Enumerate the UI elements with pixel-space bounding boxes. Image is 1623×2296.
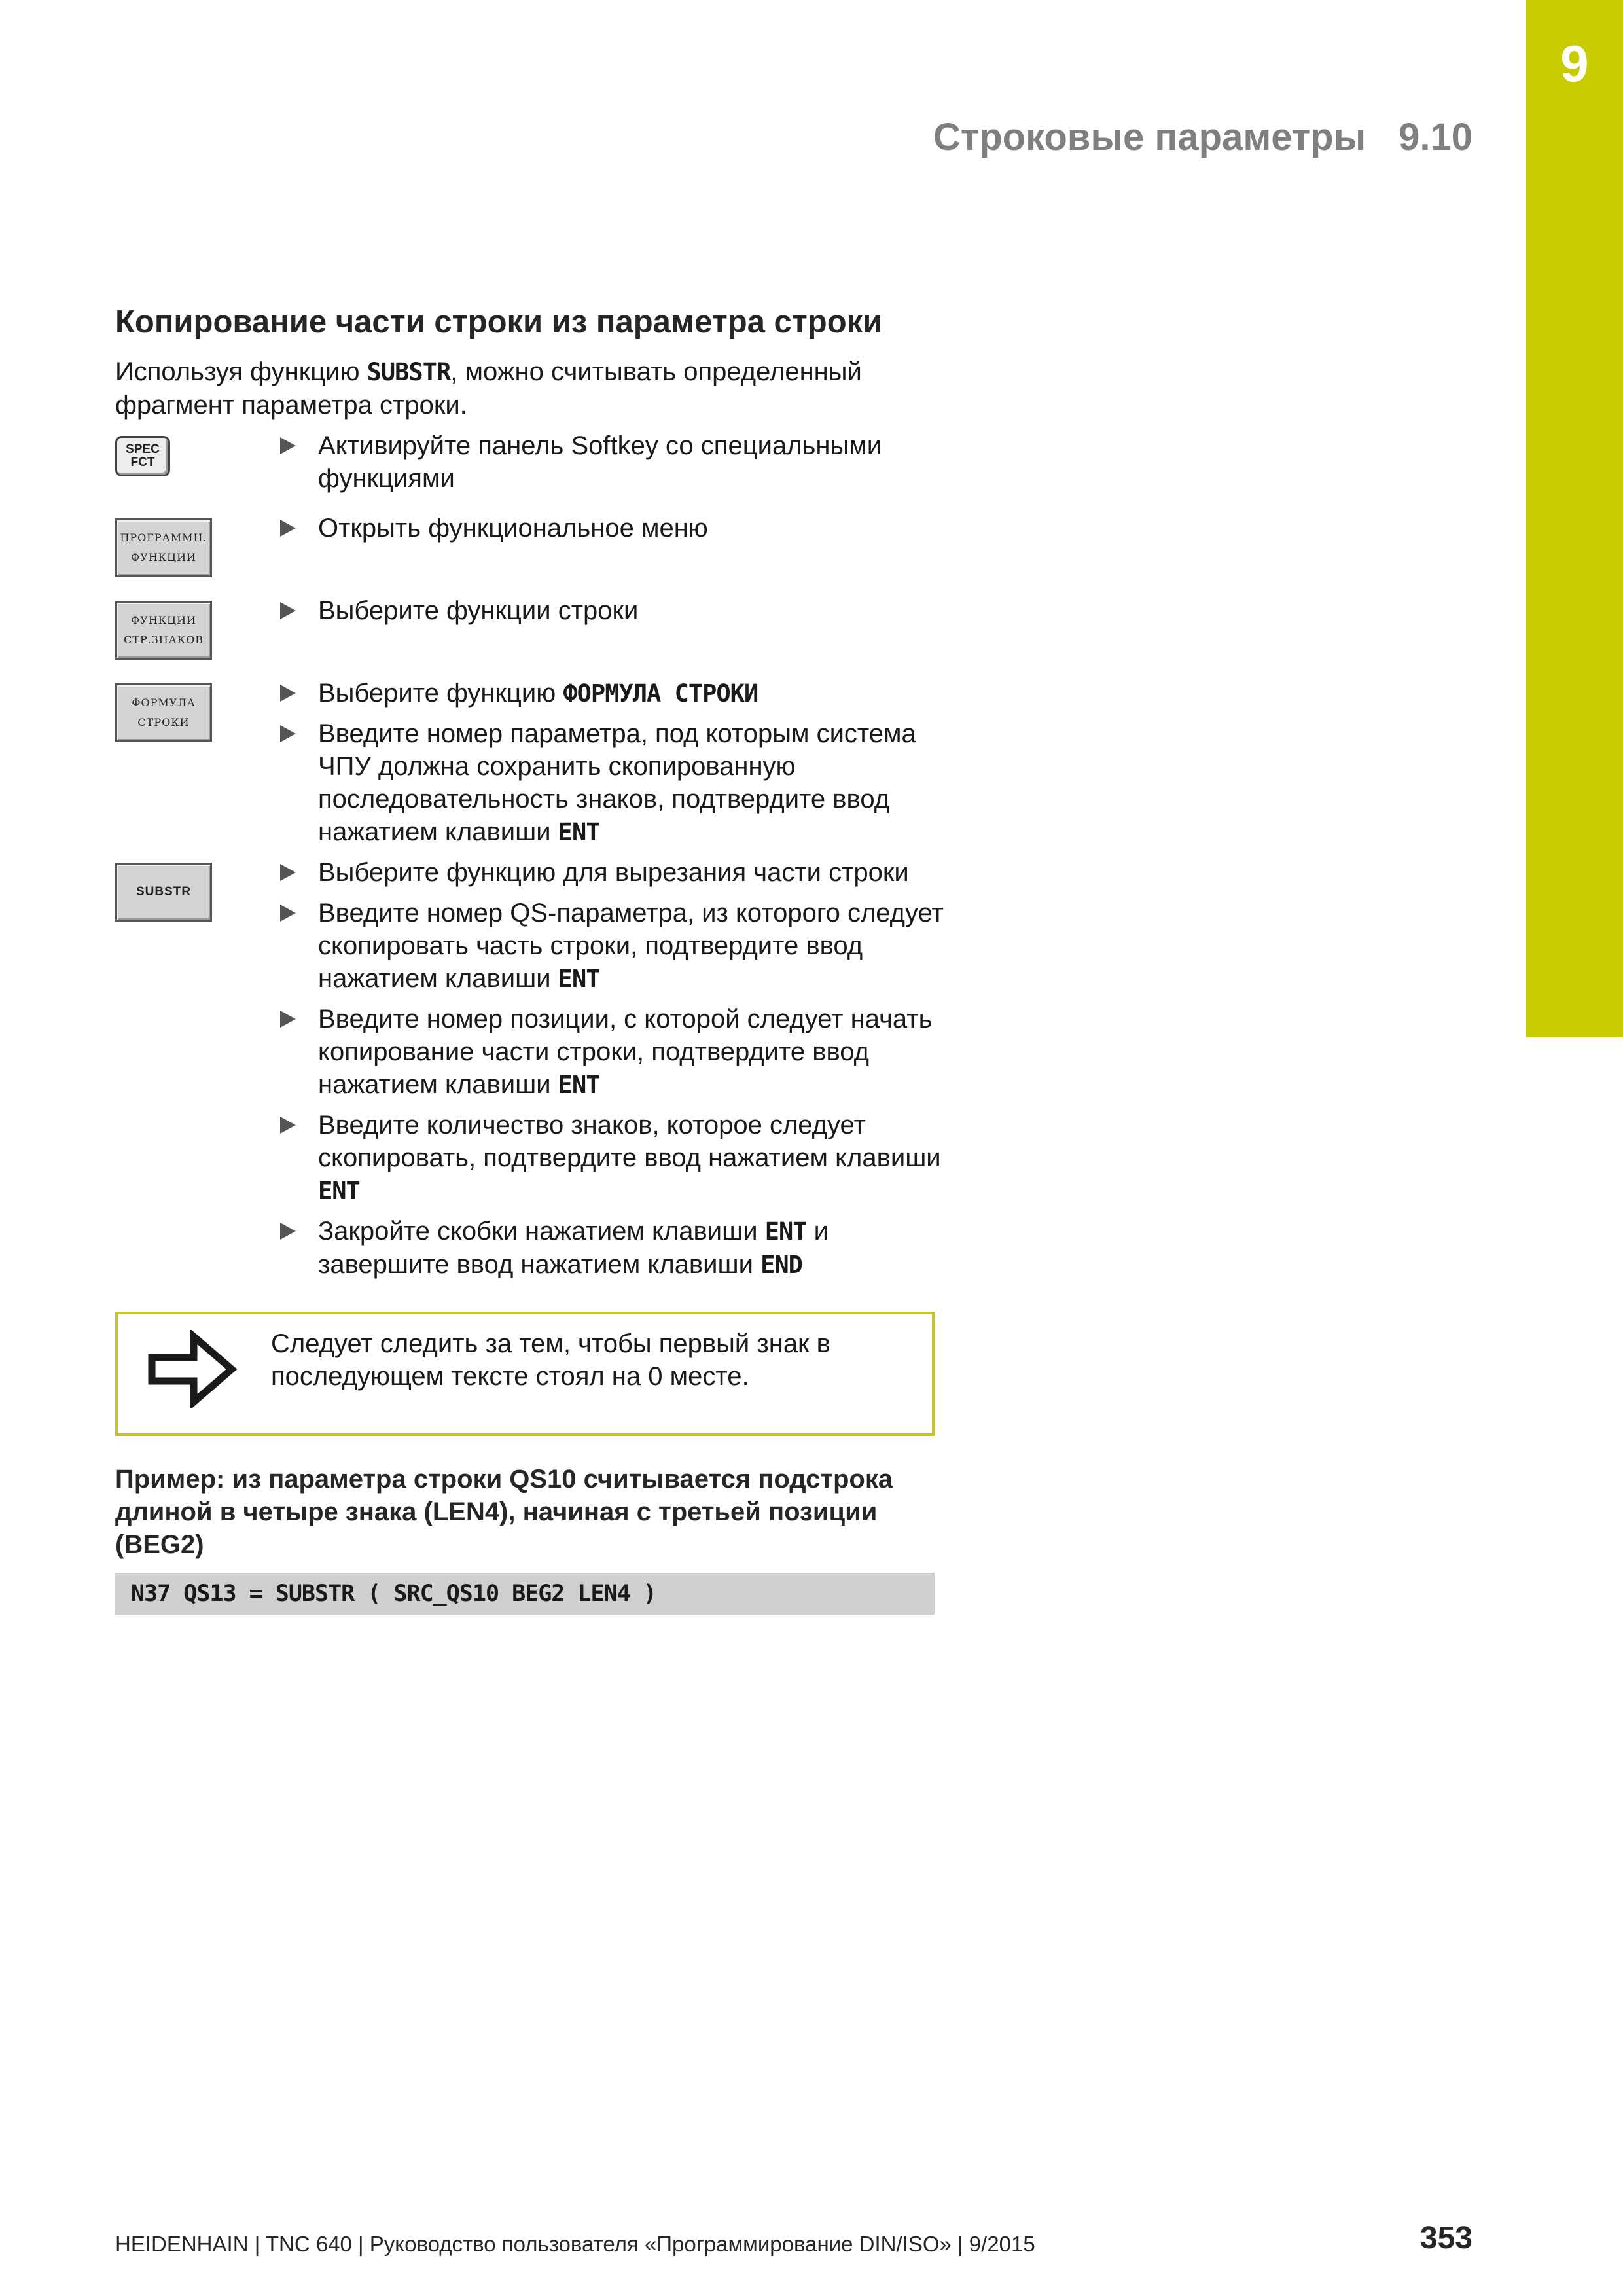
step-keyword: END — [760, 1251, 802, 1279]
chapter-number: 9 — [1560, 35, 1589, 92]
step-text — [318, 677, 948, 710]
step-item — [280, 677, 948, 710]
note-text: Следует следить за тем, чтобы первый знак в последующем тексте стоял на 0 месте. — [271, 1329, 830, 1391]
chapter-tab — [1526, 0, 1623, 1037]
step-text — [318, 1109, 948, 1208]
step-text-part: Введите номер параметра, под которым система ЧПУ должна сохранить скопированную последовательность знаков, подтвердите ввод нажатием клавиши — [318, 719, 916, 846]
step-text — [318, 1215, 948, 1282]
step-keyword: ФОРМУЛА СТРОКИ — [563, 679, 758, 708]
softkey-label-line2: СТРОКИ — [137, 716, 190, 728]
step-keyword: ENT — [318, 1177, 360, 1205]
step-text: Выберите функции строки — [318, 596, 639, 625]
triangle-bullet-icon — [280, 437, 296, 454]
step-item — [280, 856, 948, 889]
header-section-number: 9.10 — [1399, 116, 1472, 158]
code-line: N37 QS13 = SUBSTR ( SRC_QS10 BEG2 LEN4 ) — [131, 1581, 656, 1607]
step-item — [280, 429, 948, 495]
intro-text-before: Используя функцию — [115, 357, 367, 386]
step-keyword: ENT — [558, 965, 600, 993]
header-title: Строковые параметры — [933, 116, 1366, 158]
softkey-substr[interactable] — [115, 863, 212, 922]
spec-fct-key-line1: SPEC — [126, 442, 160, 456]
triangle-bullet-icon — [280, 1117, 296, 1134]
step-text-part: и завершите ввод нажатием клавиши — [318, 1217, 829, 1279]
softkey-label: SUBSTR — [135, 885, 192, 899]
triangle-bullet-icon — [280, 602, 296, 619]
step-keyword: ENT — [764, 1217, 807, 1246]
step-item — [280, 594, 948, 627]
step-text-part: Выберите функцию — [318, 679, 563, 708]
triangle-bullet-icon — [280, 520, 296, 537]
page-header — [933, 115, 1472, 159]
softkey-string-functions[interactable] — [115, 601, 212, 660]
step-item — [280, 897, 948, 996]
step-text-part: Введите номер QS-параметра, из которого следует скопировать часть строки, подтвердите ввод нажатием клавиши — [318, 899, 944, 993]
intro-keyword: SUBSTR — [366, 358, 451, 386]
spec-fct-key-line2: FCT — [130, 456, 155, 469]
softkey-string-formula[interactable] — [115, 683, 212, 742]
softkey-label-line2: СТР.ЗНАКОВ — [123, 634, 204, 646]
step-text: Активируйте панель Softkey со специальными функциями — [318, 431, 882, 493]
step-keyword: ENT — [558, 818, 600, 846]
step-text — [318, 717, 948, 849]
softkey-label-line1: ФУНКЦИИ — [130, 614, 197, 626]
page-number: 353 — [1419, 2221, 1472, 2255]
triangle-bullet-icon — [280, 725, 296, 742]
softkey-program-functions[interactable] — [115, 518, 212, 577]
softkey-label-line1: ФОРМУЛА — [132, 696, 196, 709]
page-footer: HEIDENHAIN | TNC 640 | Руководство пользователя «Программирование DIN/ISO» | 9/2015 — [115, 2232, 1035, 2256]
step-text — [318, 897, 948, 996]
step-item — [280, 717, 948, 849]
triangle-bullet-icon — [280, 905, 296, 922]
spec-fct-key[interactable] — [115, 436, 170, 476]
intro-text-after: , можно считывать определенный фрагмент параметра строки. — [115, 357, 862, 420]
code-example — [115, 1573, 935, 1615]
step-item — [280, 1215, 948, 1282]
step-item — [280, 512, 948, 545]
example-heading: Пример: из параметра строки QS10 считывается подстрока длиной в четыре знака (LEN4), начиная с третьей позиции (BEG2) — [115, 1465, 893, 1559]
step-text — [318, 1003, 948, 1102]
softkey-label-line1: ПРОГРАММН. — [120, 531, 207, 544]
step-text: Выберите функцию для вырезания части строки — [318, 858, 909, 887]
right-arrow-icon — [148, 1330, 240, 1408]
intro-paragraph — [115, 355, 933, 422]
triangle-bullet-icon — [280, 864, 296, 881]
step-text-part: Введите количество знаков, которое следует скопировать, подтвердите ввод нажатием клавиши — [318, 1111, 941, 1172]
step-text-part: Закройте скобки нажатием клавиши — [318, 1217, 765, 1246]
step-item — [280, 1109, 948, 1208]
triangle-bullet-icon — [280, 1223, 296, 1240]
softkey-label-line2: ФУНКЦИИ — [130, 551, 197, 564]
step-text-part: Введите номер позиции, с которой следует начать копирование части строки, подтвердите ввод нажатием клавиши — [318, 1005, 933, 1099]
step-item — [280, 1003, 948, 1102]
section-heading: Копирование части строки из параметра строки — [115, 304, 883, 340]
note-box — [115, 1312, 935, 1436]
triangle-bullet-icon — [280, 685, 296, 702]
step-keyword: ENT — [558, 1071, 600, 1099]
step-text: Открыть функциональное меню — [318, 514, 708, 543]
triangle-bullet-icon — [280, 1011, 296, 1028]
